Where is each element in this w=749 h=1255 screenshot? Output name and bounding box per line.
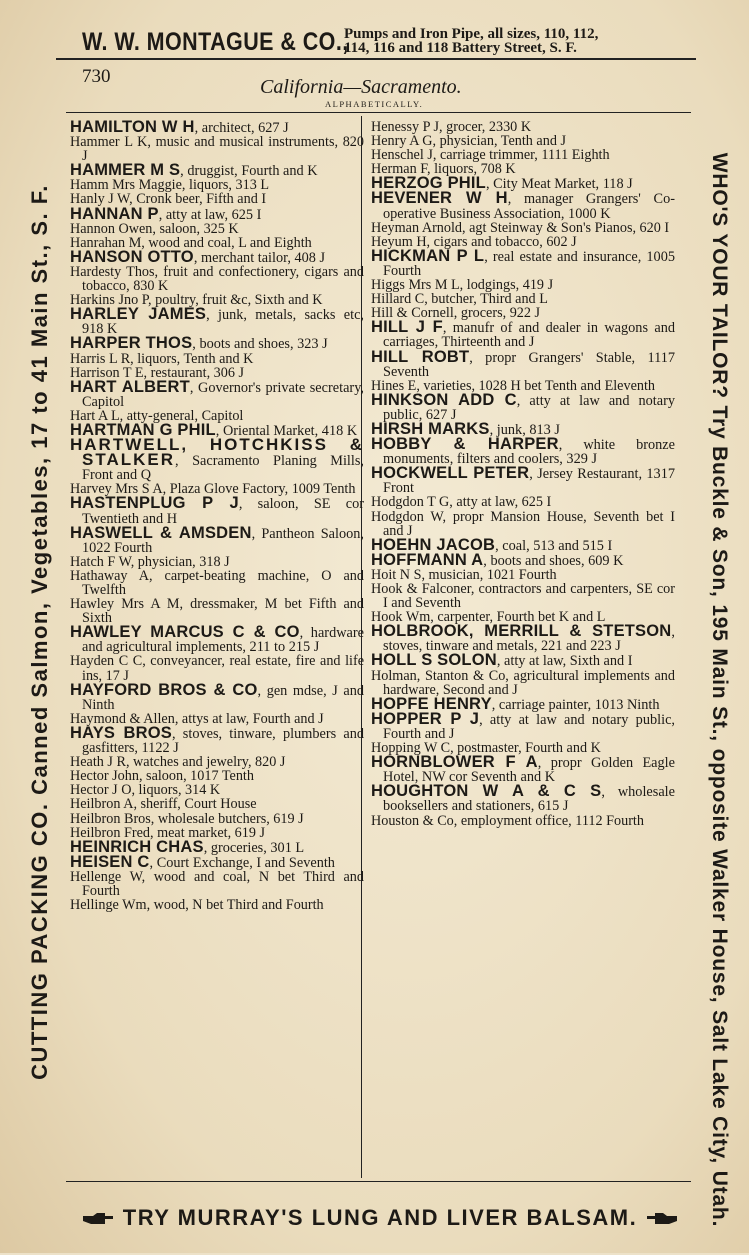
entry-details: , merchant tailor, 408 J <box>193 249 326 266</box>
entry-name: HINKSON ADD C <box>371 390 517 409</box>
entry-name: HARTMAN G PHIL <box>70 420 216 439</box>
entry-name: HANNAN P <box>70 204 159 223</box>
directory-entry <box>371 278 675 292</box>
entry-name: HILL ROBT <box>371 347 470 366</box>
directory-entry <box>371 246 675 279</box>
entry-name: HANSON OTTO <box>70 247 194 266</box>
entry-name: HARLEY JAMES <box>70 305 207 324</box>
entry-details: Hawley Mrs A M, dressmaker, M bet Fifth and Sixth <box>70 596 364 627</box>
entry-name: HAMMER M S <box>70 161 181 180</box>
entry-details: Hammer L K, music and musical instruments, 820 J <box>70 134 364 165</box>
entry-details: , Court Exchange, I and Seventh <box>149 854 335 871</box>
entry-details: Haymond & Allen, attys at law, Fourth and J <box>70 710 324 727</box>
entry-name: HORNBLOWER F A <box>371 753 538 772</box>
entry-details: , Governor's private secretary, Capitol <box>82 379 364 410</box>
directory-entry <box>371 755 675 784</box>
entry-name: HILL J F <box>371 318 443 337</box>
top-ad-line-2: 114, 116 and 118 Battery Street, S. F. <box>344 40 577 56</box>
entry-details: , Sacramento Planing Mills, Front and Q <box>82 453 364 484</box>
entry-details: , atty at law, 625 I <box>158 206 262 223</box>
entry-name: HOPFE HENRY <box>371 694 492 713</box>
entry-details: , atty at law, Sixth and I <box>496 653 633 670</box>
directory-entry <box>371 134 675 148</box>
directory-entry <box>70 625 364 654</box>
entry-name: HOEHN JACOB <box>371 535 496 554</box>
directory-entry <box>70 135 364 163</box>
entry-name: HASTENPLUG P J <box>70 494 239 513</box>
directory-entry <box>70 496 364 525</box>
directory-entry <box>70 265 364 293</box>
pointing-hand-icon <box>645 1212 679 1226</box>
directory-entry <box>70 336 364 351</box>
directory-entry <box>70 769 364 783</box>
entry-details: Hector John, saloon, 1017 Tenth <box>70 768 254 785</box>
entry-details: Hanrahan M, wood and coal, L and Eighth <box>70 234 312 251</box>
entry-details: Harkins Jno P, poultry, fruit &c, Sixth and K <box>70 292 323 309</box>
directory-entry <box>70 680 364 713</box>
directory-entry <box>70 723 364 757</box>
entry-details: Hamm Mrs Maggie, liquors, 313 L <box>70 177 269 194</box>
directory-entry <box>371 320 675 349</box>
entry-details: Harrison T E, restaurant, 306 J <box>70 364 245 381</box>
entry-details: Henry A G, physician, Tenth and J <box>371 133 566 150</box>
directory-entry <box>70 377 364 410</box>
entry-details: , gen mdse, J and Ninth <box>82 682 364 713</box>
directory-entry <box>371 550 675 569</box>
entry-details: Houston & Co, employment office, 1112 Fourth <box>371 812 644 829</box>
entry-name: HOCKWELL PETER <box>371 464 530 483</box>
entry-name: HEINRICH CHAS <box>70 837 204 856</box>
page-subtitle: ALPHABETICALLY. <box>325 99 424 109</box>
entry-name: HOLL S SOLON <box>371 651 497 670</box>
entry-details: , stoves, tinware, plumbers and gasfitters, 1122 J <box>82 725 364 757</box>
entry-details: , boots and shoes, 323 J <box>192 336 328 353</box>
top-ad-name: W. W. MONTAGUE & CO., <box>82 28 349 56</box>
entry-details: Heyman Arnold, agt Steinway & Son's Pianos, 620 I <box>371 219 670 236</box>
entry-details: Heilbron Bros, wholesale butchers, 619 J <box>70 810 304 827</box>
entry-details: Hook & Falconer, contractors and carpenters, SE cor I and Seventh <box>371 581 675 612</box>
entry-details: Heilbron Fred, meat market, 619 J <box>70 824 266 841</box>
entry-details: , junk, 813 J <box>489 421 560 438</box>
right-margin-advertisement: WHO'S YOUR TAILOR? Try Buckle & Son, 195 Main St., opposite Walker House, Salt Lake City, Utah. <box>708 152 731 1228</box>
entry-details: , manager Grangers' Co-operative Business Association, 1000 K <box>383 191 675 222</box>
directory-entry <box>70 597 364 625</box>
entry-details: , Oriental Market, 418 K <box>215 422 358 439</box>
entry-details: Harris L R, liquors, Tenth and K <box>70 350 254 367</box>
entry-details: , Pantheon Saloon, 1022 Fourth <box>82 525 364 556</box>
directory-entry <box>70 755 364 769</box>
directory-entry <box>70 870 364 898</box>
entry-details: , junk, metals, sacks etc, 918 K <box>82 307 364 338</box>
directory-entry <box>371 784 675 813</box>
entry-details: Henessy P J, grocer, 2330 K <box>371 119 532 135</box>
directory-entry <box>70 352 364 366</box>
entry-details: Hathaway A, carpet-beating machine, O and Twelfth <box>70 567 364 598</box>
top-advertisement <box>82 24 682 60</box>
directory-entry <box>70 783 364 797</box>
entry-name: HARTWELL, HOTCHKISS & STALKER <box>70 435 364 470</box>
entry-details: Higgs Mrs M L, lodgings, 419 J <box>371 277 554 294</box>
directory-entry <box>371 669 675 697</box>
directory-entry <box>371 390 676 423</box>
directory-entry <box>70 654 364 682</box>
directory-entry <box>70 523 364 556</box>
directory-entry <box>371 653 675 668</box>
entry-details: , white bronze monuments, filters and coolers, 329 J <box>383 437 675 468</box>
directory-entry <box>70 812 364 826</box>
left-margin-advertisement: CUTTING PACKING CO. Canned Salmon, Vegetables, 17 to 41 Main St., S. F. <box>27 184 52 1080</box>
entry-details: Hardesty Thos, fruit and confectionery, cigars and tobacco, 830 K <box>70 263 364 295</box>
top-rule <box>56 58 696 60</box>
right-column <box>371 120 675 828</box>
directory-entry <box>371 709 675 742</box>
directory-entry <box>70 178 364 192</box>
directory-entry <box>70 247 364 266</box>
top-ad-line-1: Pumps and Iron Pipe, all sizes, 110, 112, <box>344 26 599 42</box>
entry-name: HAWLEY MARCUS C & CO <box>70 623 300 642</box>
entry-details: , druggist, Fourth and K <box>180 163 318 180</box>
entry-details: Hector J O, liquors, 314 K <box>70 782 221 799</box>
entry-name: HOPPER P J <box>371 709 480 728</box>
entry-details: Hines E, varieties, 1028 H bet Tenth and Eleventh <box>371 377 655 394</box>
directory-entry <box>70 898 364 912</box>
directory-entry <box>371 292 675 306</box>
pointing-hand-icon <box>81 1212 115 1226</box>
directory-entry <box>371 120 675 134</box>
directory-entry <box>371 495 675 509</box>
page-title: California—Sacramento. <box>260 76 462 98</box>
entry-name: HAYS BROS <box>70 723 173 742</box>
directory-entry <box>371 437 675 466</box>
entry-details: , stoves, tinware and metals, 221 and 223 J <box>383 624 675 655</box>
entry-details: , propr Grangers' Stable, 1117 Seventh <box>383 349 675 380</box>
entry-details: , hardware and agricultural implements, 211 to 215 J <box>82 625 364 656</box>
entry-name: HEVENER W H <box>371 189 508 208</box>
entry-details: , manufr of and dealer in wagons and carriages, Thirteenth and J <box>383 320 675 351</box>
entry-details: Hodgdon W, propr Mansion House, Seventh bet I and J <box>371 508 675 539</box>
directory-entry <box>371 624 675 653</box>
left-column <box>70 120 364 912</box>
entry-name: HOUGHTON W A & C S <box>371 782 602 801</box>
entry-details: Herman F, liquors, 708 K <box>371 161 516 178</box>
entry-details: , boots and shoes, 609 K <box>483 552 624 569</box>
entry-name: HART ALBERT <box>70 377 190 396</box>
directory-entry <box>70 435 364 484</box>
entry-name: HOLBROOK, MERRILL & STETSON <box>371 622 672 641</box>
directory-entry <box>70 163 364 178</box>
entry-details: Hook Wm, carpenter, Fourth bet K and L <box>371 609 606 626</box>
entry-details: Hellinge Wm, wood, N bet Third and Fourth <box>70 897 324 914</box>
directory-entry <box>70 204 364 223</box>
directory-entry <box>70 222 364 236</box>
entry-details: , saloon, SE cor Twentieth and H <box>82 496 364 527</box>
directory-entry <box>371 582 675 610</box>
entry-details: , architect, 627 J <box>194 120 289 136</box>
entry-details: , Jersey Restaurant, 1317 Front <box>383 466 675 497</box>
entry-details: , real estate and insurance, 1005 Fourth <box>383 248 675 279</box>
entry-details: , propr Golden Eagle Hotel, NW cor Seventh and K <box>383 755 675 786</box>
directory-entry <box>371 347 675 380</box>
entry-details: Holman, Stanton & Co, agricultural implements and hardware, Second and J <box>371 667 675 698</box>
entry-name: HOBBY & HARPER <box>371 435 559 454</box>
entry-details: Hellenge W, wood and coal, N bet Third and Fourth <box>70 868 364 899</box>
bottom-ad-text: TRY MURRAY'S LUNG AND LIVER BALSAM. <box>122 1205 638 1230</box>
directory-entry <box>371 221 675 235</box>
top-ad-detail <box>344 27 598 55</box>
entry-details: , coal, 513 and 515 I <box>495 537 613 554</box>
entry-details: , wholesale booksellers and stationers, 615 J <box>383 784 675 815</box>
entry-details: , groceries, 301 L <box>203 839 305 856</box>
entry-name: HAYFORD BROS & CO <box>70 680 258 699</box>
entry-details: Heilbron A, sheriff, Court House <box>70 796 257 813</box>
entry-details: Harvey Mrs S A, Plaza Glove Factory, 1009 Tenth <box>70 481 356 498</box>
entry-details: , carriage painter, 1013 Ninth <box>491 696 660 713</box>
entry-details: Hill & Cornell, grocers, 922 J <box>371 305 541 322</box>
entry-details: Hannon Owen, saloon, 325 K <box>70 220 239 237</box>
directory-entry <box>70 120 364 135</box>
directory-entry <box>371 148 675 162</box>
bottom-advertisement <box>50 1198 710 1238</box>
directory-entry <box>371 191 675 220</box>
entry-details: Hayden C C, conveyancer, real estate, fire and life ins, 17 J <box>70 653 364 684</box>
directory-entry <box>70 797 364 811</box>
entry-details: Heath J R, watches and jewelry, 820 J <box>70 754 286 771</box>
directory-entry <box>70 569 364 597</box>
entry-name: HEISEN C <box>70 852 150 871</box>
entry-details: Henschel J, carriage trimmer, 1111 Eighth <box>371 147 610 164</box>
entry-details: Hart A L, atty-general, Capitol <box>70 407 244 424</box>
entry-name: HIRSH MARKS <box>371 419 490 438</box>
directory-entry <box>371 510 675 538</box>
directory-entry <box>70 852 364 871</box>
directory-entry <box>371 814 675 828</box>
entry-name: HERZOG PHIL <box>371 174 486 193</box>
entry-details: Hanly J W, Cronk beer, Fifth and I <box>70 191 267 208</box>
directory-entry <box>371 466 675 495</box>
directory-entry <box>70 307 364 336</box>
directory-entry <box>371 568 675 582</box>
entry-details: , City Meat Market, 118 J <box>485 176 633 193</box>
entry-details: , atty at law and notary public, 627 J <box>383 392 676 423</box>
entry-details: , atty at law and notary public, Fourth and J <box>383 711 675 742</box>
entry-name: HICKMAN P L <box>371 246 485 265</box>
entry-details: Hillard C, butcher, Third and L <box>371 291 548 308</box>
entry-name: HASWELL & AMSDEN <box>70 523 252 542</box>
directory-entry <box>70 555 364 569</box>
entry-details: Heyum H, cigars and tobacco, 602 J <box>371 233 577 250</box>
entry-name: HAMILTON W H <box>70 118 195 136</box>
entry-details: Hoit N S, musician, 1021 Fourth <box>371 566 557 583</box>
page-number: 730 <box>82 66 111 87</box>
entry-name: HOFFMANN A <box>371 550 484 569</box>
entry-name: HARPER THOS <box>70 334 193 353</box>
entry-details: Hopping W C, postmaster, Fourth and K <box>371 740 601 757</box>
entry-details: Hatch F W, physician, 318 J <box>70 553 230 570</box>
entry-details: Hodgdon T G, atty at law, 625 I <box>371 494 552 511</box>
